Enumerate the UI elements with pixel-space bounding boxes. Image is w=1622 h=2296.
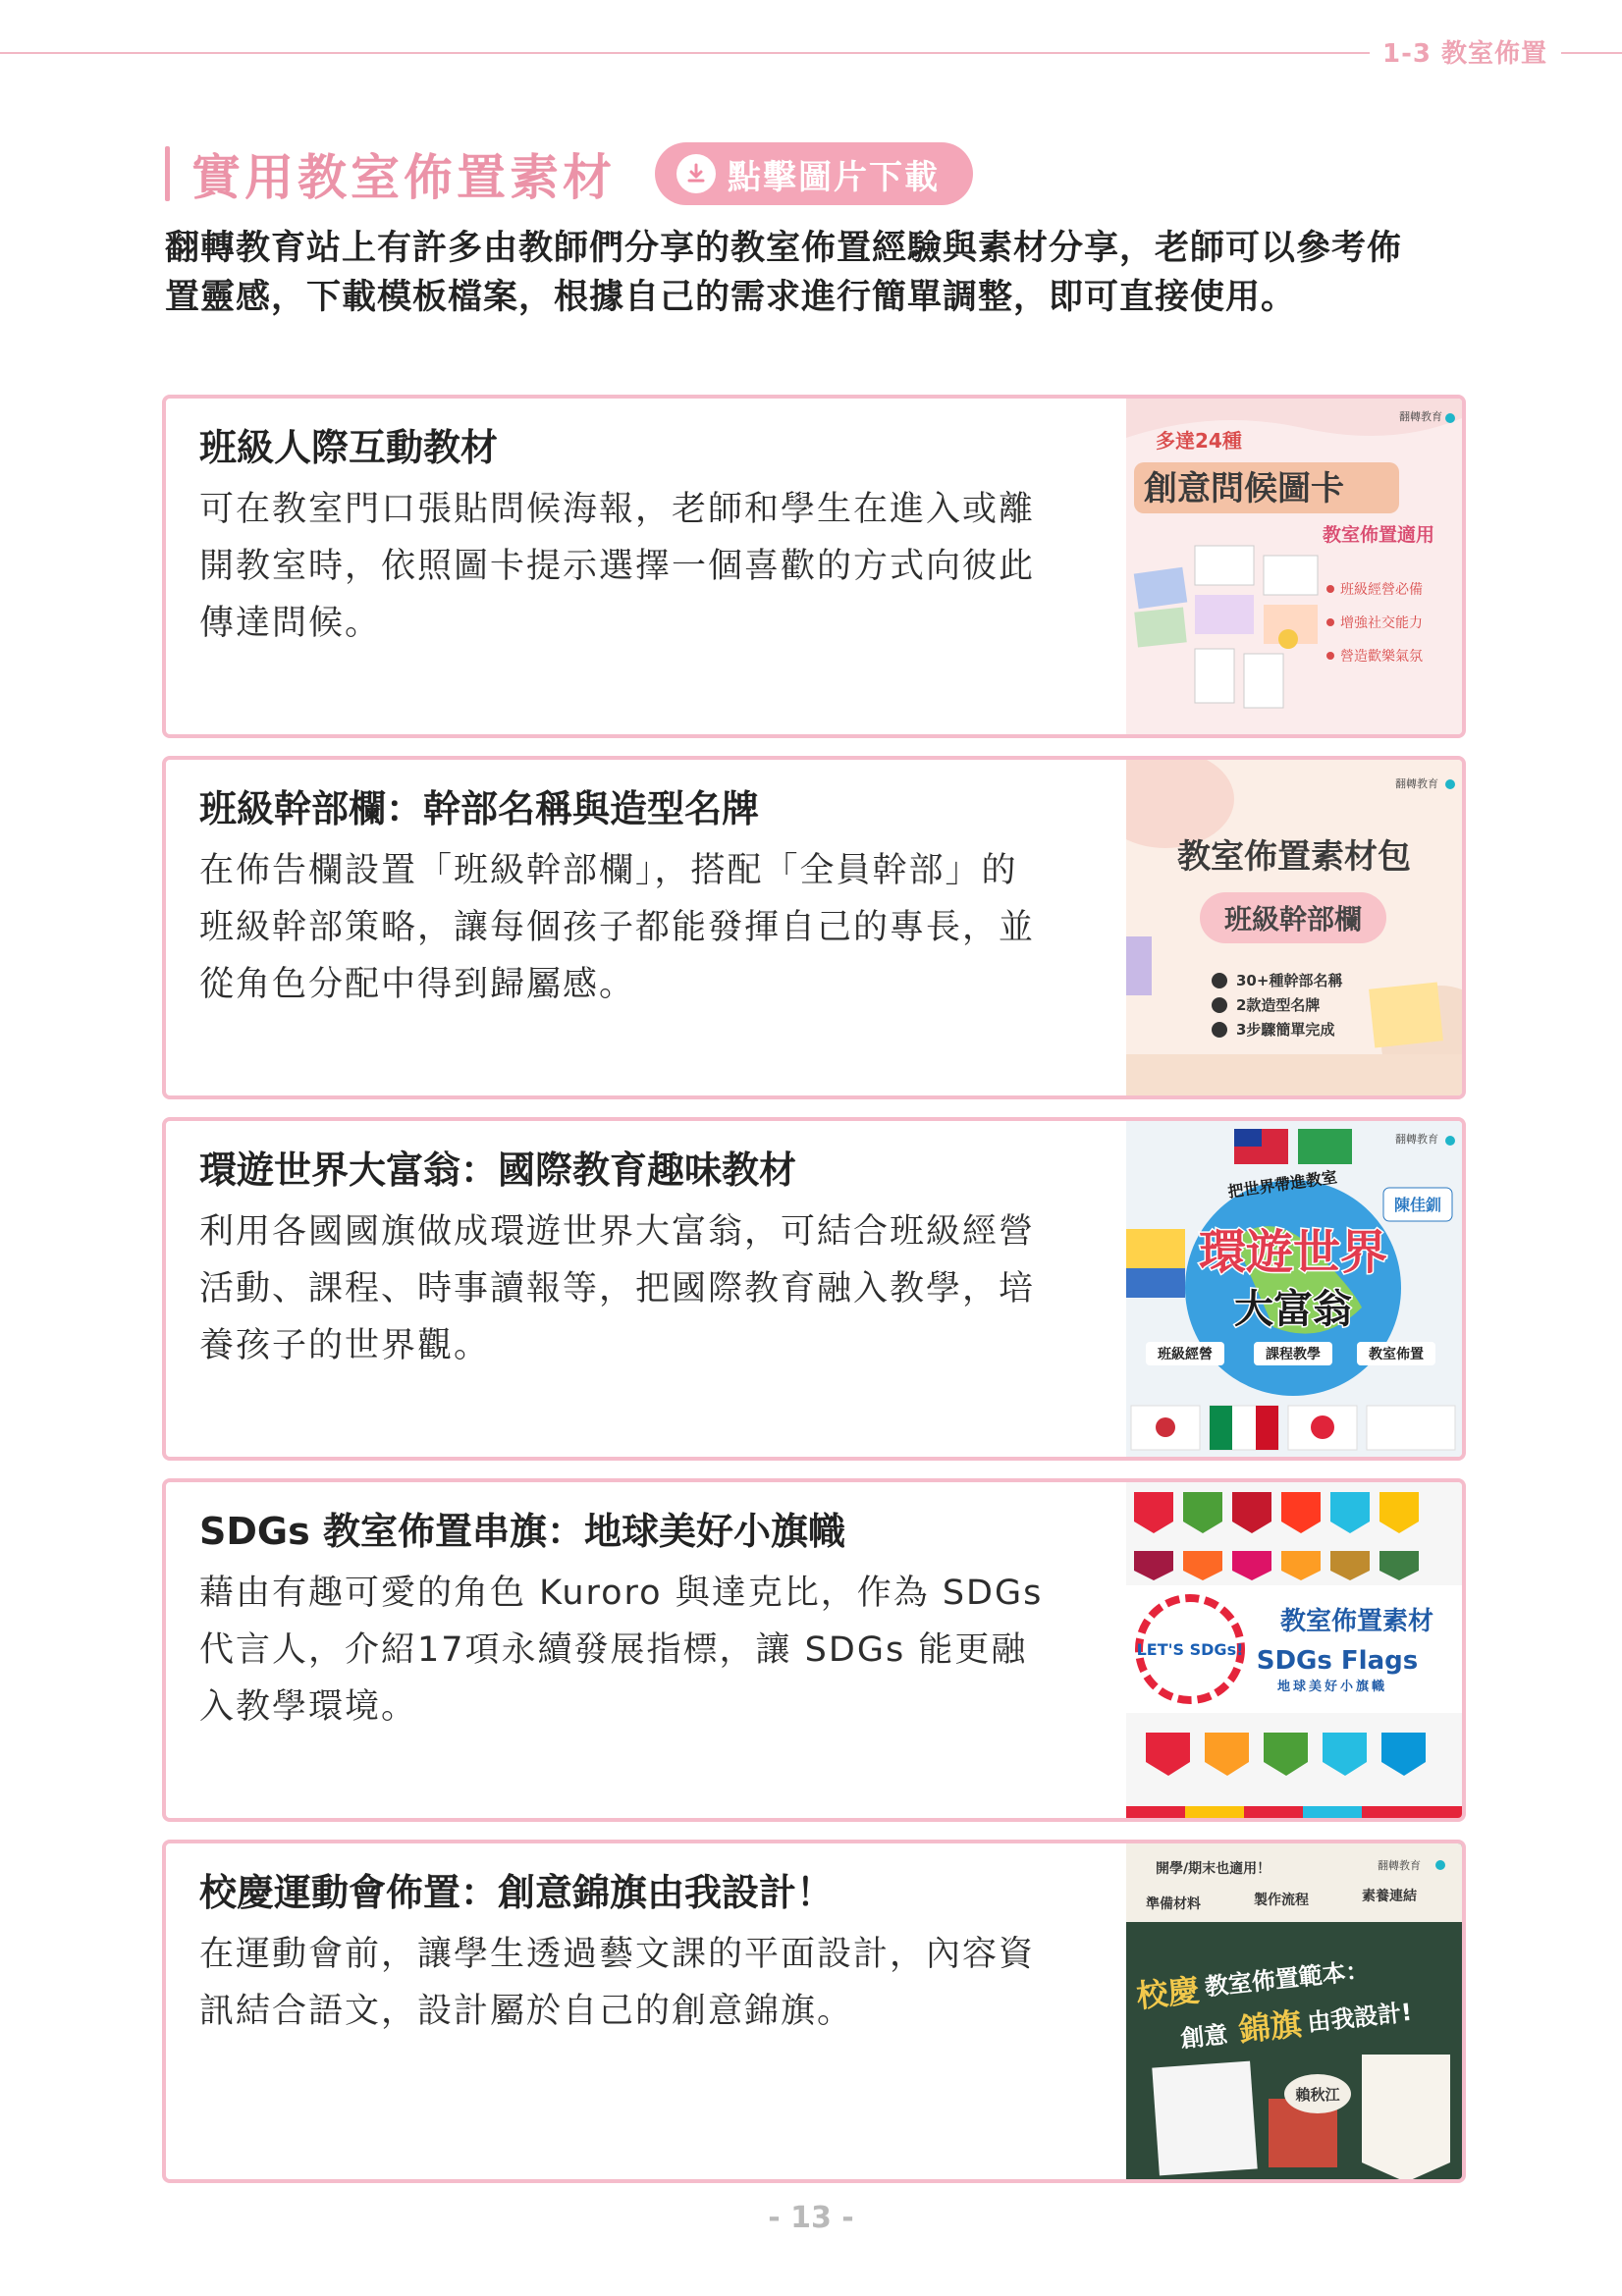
flag-brazil: [1298, 1129, 1352, 1164]
download-label: 點擊圖片下載: [728, 157, 940, 197]
chapter-label: 1-3 教室佈置: [1382, 39, 1548, 69]
thumb-title: 教室佈置素材包: [1177, 837, 1411, 877]
card-description: [199, 481, 1181, 652]
desc-line: 傳達問候。: [199, 604, 382, 643]
thumb-badge: LET'S SDGs!: [1136, 1640, 1244, 1659]
intro-line: 置靈感，下載模板檔案，根據自己的需求進行簡單調整，即可直接使用。: [165, 278, 1297, 317]
worksheet-illustration: [1152, 2061, 1257, 2176]
card-title: 班級幹部欄：幹部名稱與造型名牌: [199, 787, 760, 830]
thumb-author: 賴秋江: [1295, 2086, 1340, 2104]
check-icon: [1212, 1022, 1227, 1038]
brand-logo-icon: [1445, 1136, 1455, 1146]
thumb-step: 準備材料: [1146, 1896, 1201, 1912]
thumbnail-class-officers[interactable]: [1126, 760, 1462, 1095]
card-description: [199, 842, 1181, 1013]
brand-label: 翻轉教育: [1378, 1859, 1421, 1872]
thumbnail-sports-banner[interactable]: [1126, 1843, 1462, 2179]
pennant-illustration: [1362, 2055, 1450, 2179]
thumb-bullet: 3步驟簡單完成: [1236, 1021, 1335, 1039]
thumb-bullet: 30+種幹部名稱: [1236, 972, 1343, 989]
thumb-title: 環遊世界: [1198, 1225, 1388, 1280]
desc-line: 利用各國國旗做成環遊世界大富翁，可結合班級經營: [199, 1212, 1036, 1252]
download-button[interactable]: [655, 142, 973, 205]
thumb-title-d: 錦旗: [1236, 2004, 1304, 2050]
thumb-title-c: 創意: [1179, 2020, 1229, 2054]
thumb-tag: 教室佈置適用: [1323, 524, 1435, 546]
brand-label: 翻轉教育: [1395, 1133, 1438, 1146]
bullet-icon: [1326, 652, 1334, 660]
thumb-tag: 教室佈置: [1369, 1347, 1424, 1362]
desc-line: 入教學環境。: [199, 1687, 418, 1727]
thumb-subtitle: SDGs Flags: [1256, 1646, 1419, 1676]
desc-line: 活動、課程、時事讀報等，把國際教育融入教學，培: [199, 1269, 1036, 1308]
card-title: 校慶運動會佈置：創意錦旗由我設計！: [199, 1871, 835, 1914]
thumb-top-text: 開學/期末也適用！: [1156, 1861, 1271, 1877]
thumb-tag: 班級幹部欄: [1223, 903, 1363, 935]
thumb-subtitle: 大富翁: [1234, 1287, 1352, 1332]
thumb-title: 創意問候圖卡: [1144, 469, 1344, 508]
thumb-tag: 課程教學: [1266, 1347, 1321, 1362]
thumbnail-world-monopoly[interactable]: [1126, 1121, 1462, 1457]
card-description: [199, 1565, 1181, 1735]
page-number: - 13 -: [768, 2201, 854, 2235]
desc-line: 訊結合語文，設計屬於自己的創意錦旗。: [199, 1992, 854, 2031]
desc-line: 班級幹部策略，讓每個孩子都能發揮自己的專長，並: [199, 908, 1036, 947]
thumb-top-text: 把世界帶進教室: [1226, 1167, 1339, 1201]
thumb-author: 陳佳釧: [1393, 1196, 1442, 1214]
card-description: [199, 1203, 1181, 1374]
brand-label: 翻轉教育: [1395, 777, 1438, 790]
thumb-tag: 班級經營: [1158, 1347, 1213, 1362]
desc-line: 從角色分配中得到歸屬感。: [199, 965, 636, 1004]
card-title: SDGs 教室佈置串旗：地球美好小旗幟: [199, 1510, 845, 1553]
thumb-title-a: 校慶: [1134, 1971, 1202, 2015]
desc-line: 代言人，介紹17項永續發展指標，讓 SDGs 能更融: [199, 1630, 1028, 1670]
download-icon: [676, 154, 716, 193]
header-rule-right: [1561, 52, 1622, 54]
bullet-icon: [1326, 585, 1334, 593]
desc-line: 藉由有趣可愛的角色 Kuroro 與達克比，作為 SDGs: [199, 1574, 1044, 1613]
thumb-bullet: 增強社交能力: [1340, 615, 1423, 631]
flags-row: [1131, 1406, 1455, 1450]
check-icon: [1212, 973, 1227, 988]
thumb-bullet: 營造歡樂氣氛: [1340, 649, 1423, 665]
thumb-bullet: 2款造型名牌: [1236, 996, 1321, 1014]
brand-logo-icon: [1435, 1860, 1445, 1870]
desc-line: 養孩子的世界觀。: [199, 1326, 491, 1365]
resource-card-greeting[interactable]: [162, 395, 1466, 738]
thumb-bullet: 班級經營必備: [1340, 582, 1423, 598]
section-heading: [165, 143, 973, 204]
name-tag-illustration: [1369, 983, 1443, 1048]
thumbnail-sdgs-flags[interactable]: [1126, 1482, 1462, 1818]
resource-card-sports-banner[interactable]: [162, 1840, 1466, 2183]
thumb-title-e: 由我設計!: [1306, 1998, 1414, 2037]
thumb-title-b: 教室佈置範本：: [1203, 1956, 1371, 2002]
desc-line: 在運動會前，讓學生透過藝文課的平面設計，內容資: [199, 1935, 1036, 1974]
header-rule-left: [0, 52, 1370, 54]
desc-line: 在佈告欄設置「班級幹部欄」，搭配「全員幹部」的: [199, 851, 1018, 890]
bullet-icon: [1326, 618, 1334, 626]
check-icon: [1212, 997, 1227, 1013]
thumbnail-greeting-cards[interactable]: [1126, 399, 1462, 734]
thumb-tagline: 地球美好小旗幟: [1276, 1680, 1388, 1694]
card-title: 班級人際互動教材: [199, 426, 499, 469]
thumb-title: 教室佈置素材: [1279, 1607, 1434, 1636]
intro-paragraph: [165, 224, 1471, 322]
brand-logo-icon: [1445, 413, 1455, 423]
desc-line: 可在教室門口張貼問候海報，老師和學生在進入或離: [199, 490, 1036, 529]
thumb-step: 製作流程: [1254, 1893, 1309, 1908]
section-title: 實用教室佈置素材: [191, 149, 616, 206]
resource-card-world-monopoly[interactable]: [162, 1117, 1466, 1461]
resource-card-class-officers[interactable]: [162, 756, 1466, 1099]
title-accent-bar: [165, 146, 170, 201]
desc-line: 開教室時，依照圖卡提示選擇一個喜歡的方式向彼此: [199, 547, 1036, 586]
card-title: 環遊世界大富翁：國際教育趣味教材: [199, 1148, 797, 1192]
thumb-step: 素養連結: [1362, 1889, 1417, 1904]
card-description: [199, 1926, 1181, 2040]
intro-line: 翻轉教育站上有許多由教師們分享的教室佈置經驗與素材分享，老師可以參考佈: [165, 229, 1403, 268]
thumb-top-text: 多達24種: [1156, 429, 1242, 453]
brand-label: 翻轉教育: [1399, 410, 1442, 423]
resource-card-sdgs-flags[interactable]: [162, 1478, 1466, 1822]
brand-logo-icon: [1445, 779, 1455, 789]
